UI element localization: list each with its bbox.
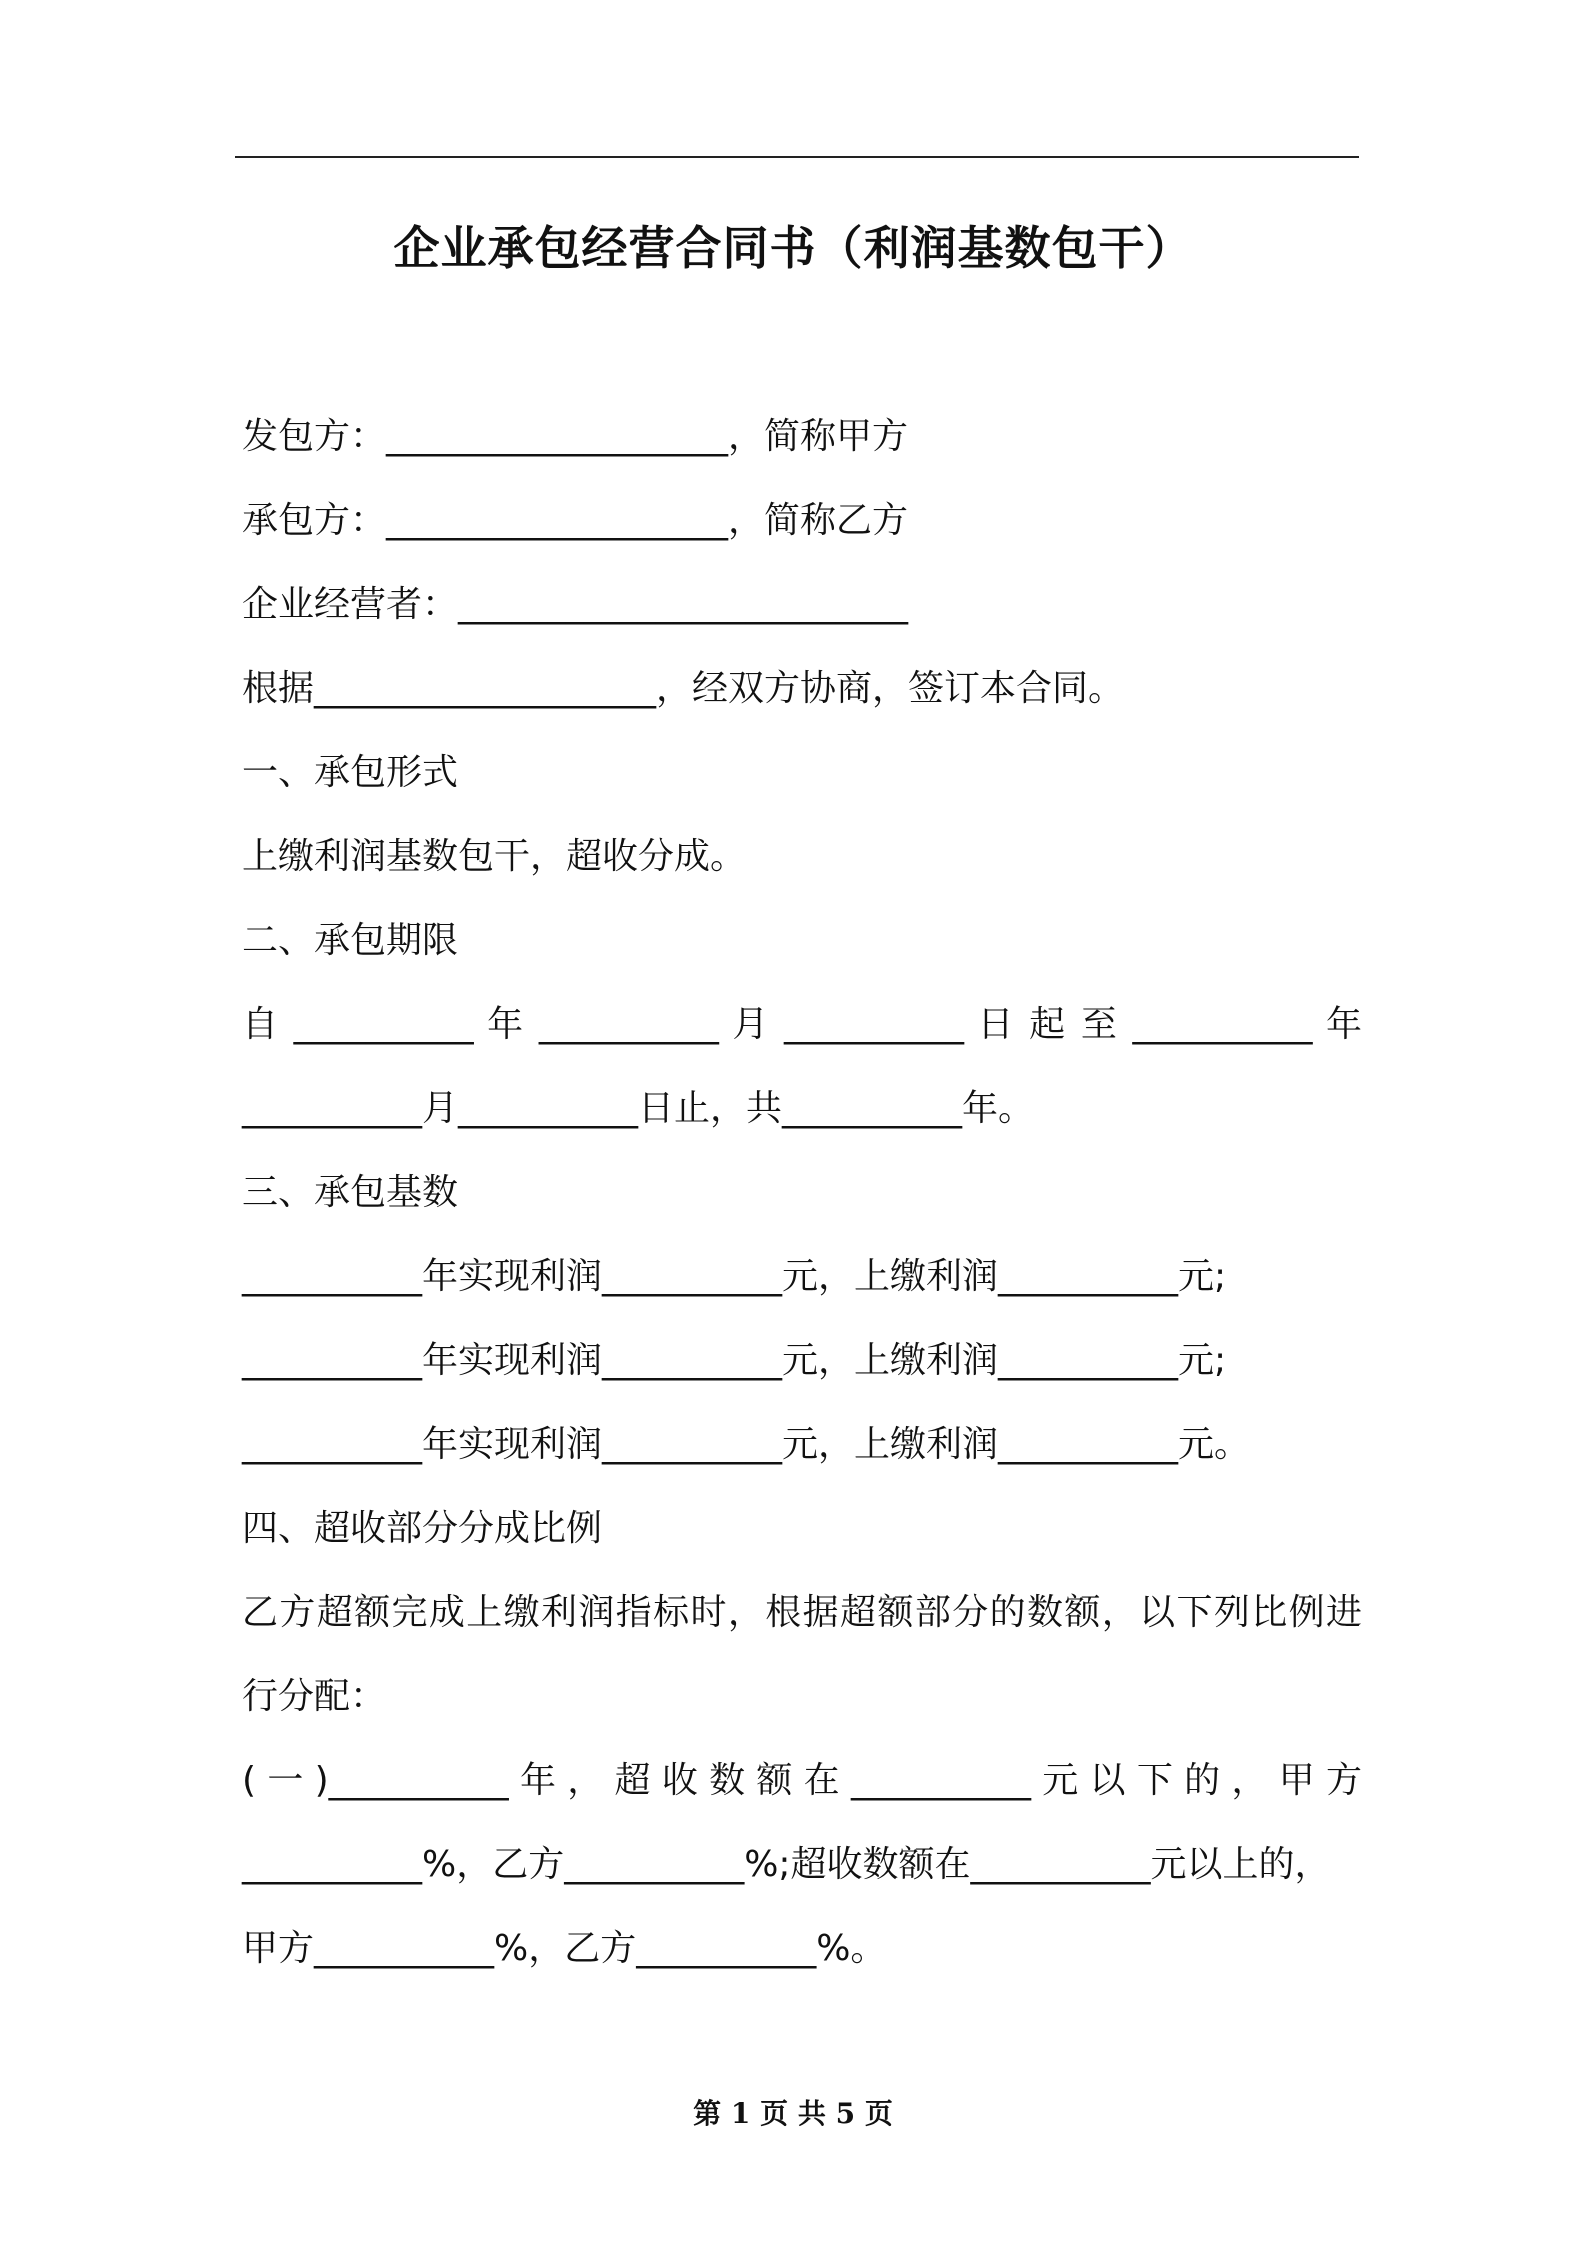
- document-title: 企业承包经营合同书（利润基数包干）: [393, 221, 1193, 275]
- ratio-clause-line-3: 甲方__________%，乙方__________%。: [242, 1928, 887, 1969]
- header-rule: [235, 156, 1359, 158]
- term-line-1: 自 __________ 年 __________ 月 __________ 日 起 至 __________ 年: [242, 1004, 1362, 1045]
- ratio-intro-line-1: 乙方超额完成上缴利润指标时，根据超额部分的数额，以下列比例进: [242, 1592, 1362, 1633]
- ratio-clause-line-2: __________%，乙方__________%;超收数额在__________元以上的，: [242, 1844, 1331, 1885]
- section-heading-4: 四、超收部分分成比例: [242, 1508, 603, 1549]
- section-heading-3: 三、承包基数: [242, 1172, 459, 1213]
- line-operator: 企业经营者：_________________________: [242, 584, 909, 625]
- line-basis: 根据___________________，经双方协商，签订本合同。: [242, 668, 1125, 709]
- base-line-1: __________年实现利润__________元，上缴利润__________元;: [242, 1256, 1227, 1297]
- term-line-2: __________月__________日止，共__________年。: [242, 1088, 1035, 1129]
- ratio-clause-line-1: (一)__________年，超收数额在__________元以下的，甲方: [242, 1760, 1362, 1801]
- line-employer: 发包方：___________________，简称甲方: [242, 416, 909, 457]
- ratio-intro-line-2: 行分配：: [242, 1676, 387, 1717]
- page-number: 第 1 页 共 5 页: [693, 2097, 893, 2130]
- line-contractor: 承包方：___________________，简称乙方: [242, 500, 909, 541]
- section-heading-2: 二、承包期限: [242, 920, 459, 961]
- section-1-text: 上缴利润基数包干，超收分成。: [242, 836, 747, 877]
- section-heading-1: 一、承包形式: [242, 752, 459, 793]
- base-line-2: __________年实现利润__________元，上缴利润__________元;: [242, 1340, 1227, 1381]
- base-line-3: __________年实现利润__________元，上缴利润__________元。: [242, 1424, 1251, 1465]
